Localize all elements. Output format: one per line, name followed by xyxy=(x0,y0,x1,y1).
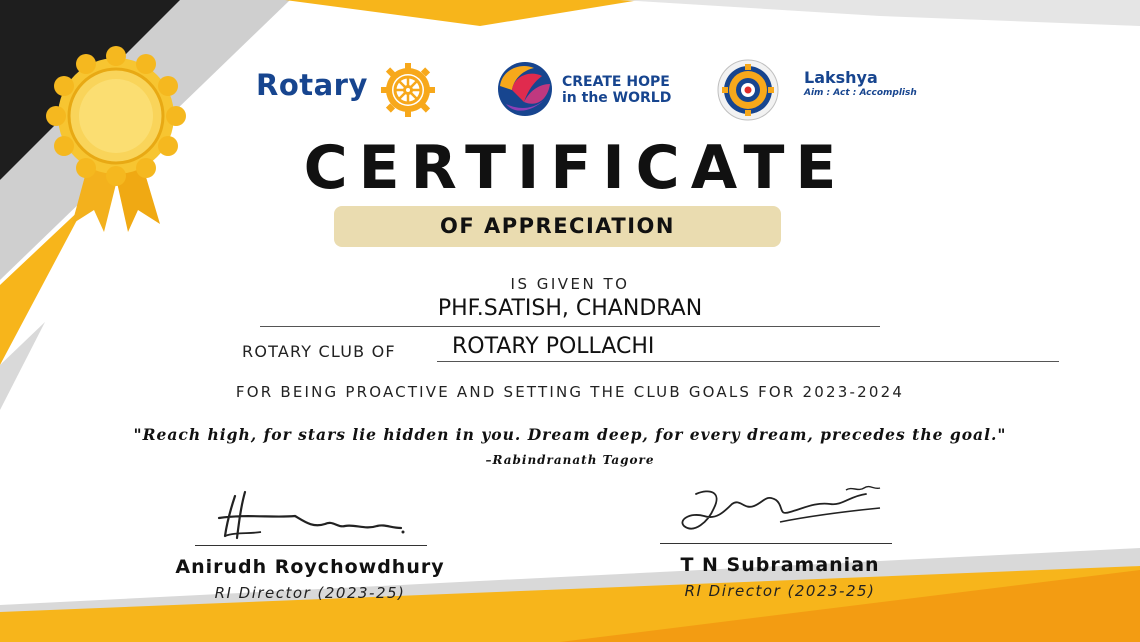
create-hope-mark-icon xyxy=(494,60,556,118)
rotary-logo xyxy=(256,62,456,118)
signatory-2-role: RI Director (2023-25) xyxy=(684,582,876,600)
signatory-1-name: Anirudh Roychowdhury xyxy=(175,556,445,578)
certificate-title: CERTIFICATE xyxy=(303,133,848,203)
club-underline xyxy=(437,361,1059,362)
signature-2-image xyxy=(670,482,890,544)
given-to-label: IS GIVEN TO xyxy=(510,275,630,293)
signatory-1-role: RI Director (2023-25) xyxy=(214,584,406,602)
lakshya-name: Lakshya xyxy=(804,68,878,87)
recipient-underline xyxy=(260,326,880,327)
club-label: ROTARY CLUB OF xyxy=(242,342,396,361)
appreciation-reason: FOR BEING PROACTIVE AND SETTING THE CLUB GOALS FOR 2023-2024 xyxy=(235,383,905,401)
lakshya-emblem-icon xyxy=(716,58,780,122)
lakshya-logo xyxy=(716,58,936,122)
signatory-2-name: T N Subramanian xyxy=(680,554,880,576)
signature-1-line xyxy=(195,545,427,546)
recipient-name: PHF.SATISH, CHANDRAN xyxy=(437,296,703,321)
create-hope-line2: in the WORLD xyxy=(562,90,672,106)
club-name: ROTARY POLLACHI xyxy=(452,334,655,359)
signature-1-image xyxy=(205,488,425,544)
quote-text: "Reach high, for stars lie hidden in you. Dream deep, for every dream, precedes the goal." xyxy=(133,425,1007,444)
signature-2-line xyxy=(660,543,892,544)
rotary-wheel-icon xyxy=(380,62,436,118)
quote-author: –Rabindranath Tagore xyxy=(485,453,655,467)
certificate-subtitle: OF APPRECIATION xyxy=(334,206,781,247)
create-hope-logo xyxy=(494,60,694,118)
create-hope-line1: CREATE HOPE xyxy=(562,74,670,90)
rotary-wordmark: Rotary xyxy=(256,68,368,102)
lakshya-tagline: Aim : Act : Accomplish xyxy=(804,88,917,98)
